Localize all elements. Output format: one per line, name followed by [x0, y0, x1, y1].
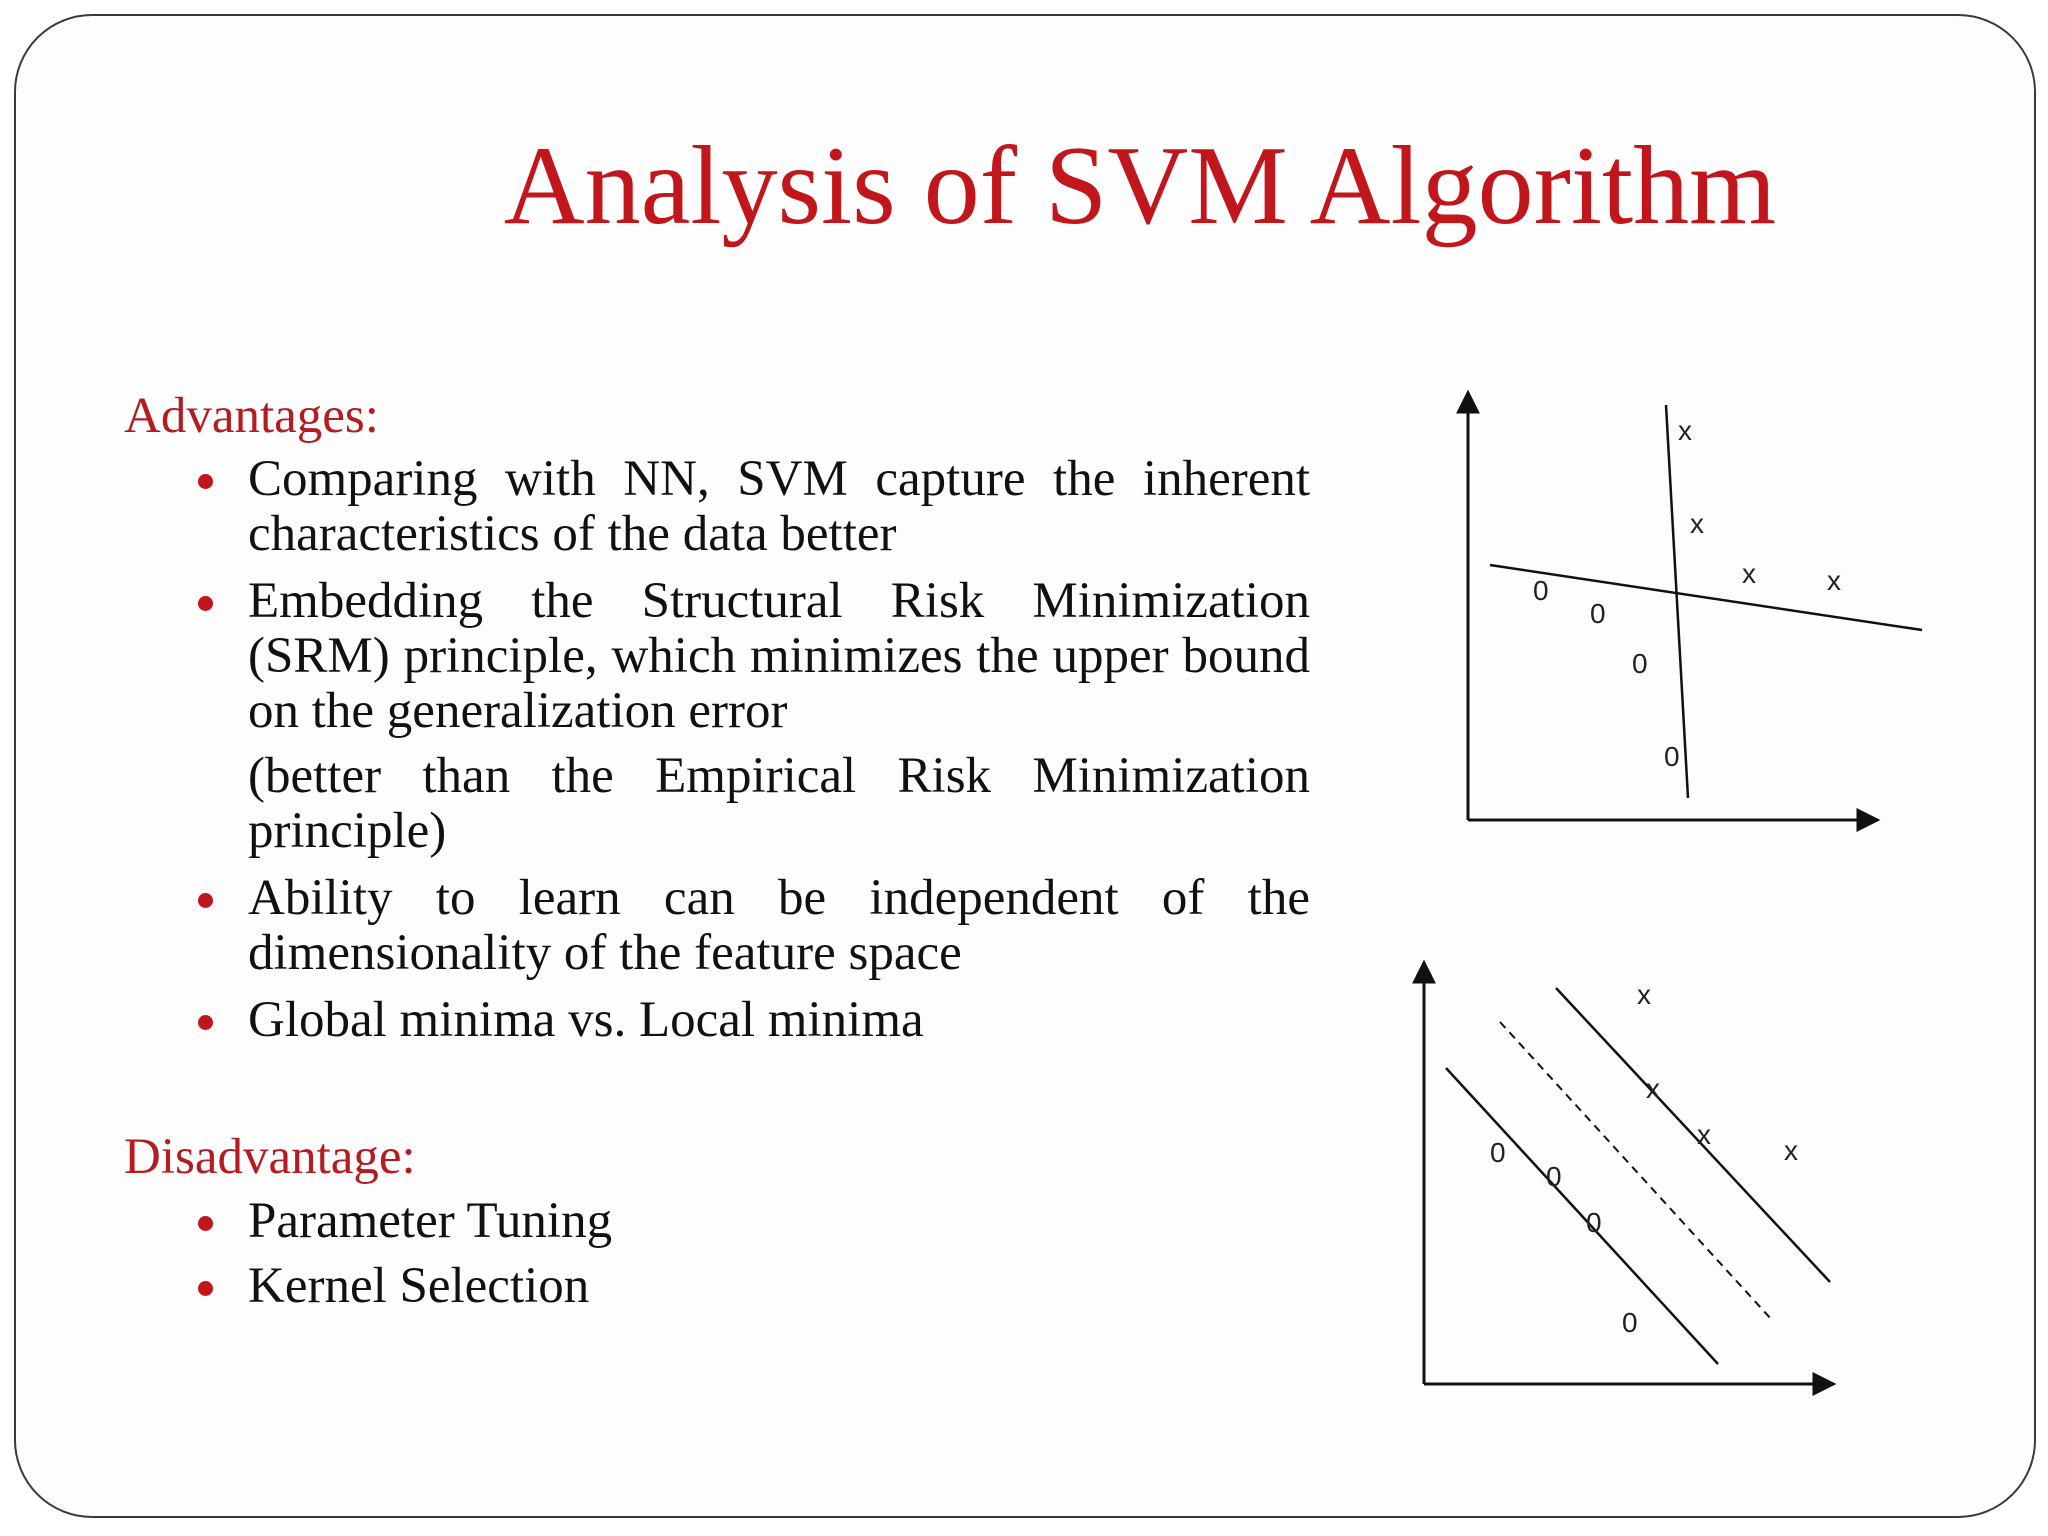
disadvantage-item: Parameter Tuning [198, 1194, 1310, 1249]
o-marker: 0 [1533, 575, 1549, 606]
disadvantage-heading: Disadvantage: [124, 1129, 416, 1185]
slide-title: Analysis of SVM Algorithm [503, 124, 1777, 248]
x-marker: x [1784, 1135, 1798, 1166]
o-marker: 0 [1664, 741, 1680, 772]
lower-margin-line [1446, 1068, 1718, 1364]
advantage-note: (better than the Empirical Risk Minimization principle) [248, 748, 1310, 859]
o-marker: 0 [1490, 1137, 1506, 1168]
x-marker: x [1697, 1119, 1711, 1150]
o-marker: 0 [1546, 1161, 1562, 1192]
advantages-heading: Advantages: [124, 388, 379, 444]
x-marker: x [1678, 415, 1692, 446]
advantage-item: Embedding the Structural Risk Minimization (SRM) principle, which minimizes the upper bound on the generalization error [198, 574, 1310, 739]
x-marker: x [1742, 558, 1756, 589]
advantage-item: Ability to learn can be independent of the dimensionality of the feature space [198, 871, 1310, 981]
top-separator-diagram [1440, 380, 1940, 840]
advantages-list [198, 452, 1310, 1060]
o-marker: 0 [1622, 1307, 1638, 1338]
decision-line [1666, 405, 1688, 798]
advantage-item: Comparing with NN, SVM capture the inherent characteristics of the data better [198, 452, 1310, 562]
disadvantage-list [198, 1194, 1310, 1324]
o-marker: 0 [1590, 598, 1606, 629]
disadvantage-item: Kernel Selection [198, 1259, 1310, 1314]
bottom-margin-diagram [1400, 948, 1860, 1398]
o-marker: 0 [1586, 1207, 1602, 1238]
x-marker: x [1646, 1073, 1660, 1104]
o-marker: 0 [1632, 648, 1648, 679]
x-marker: x [1637, 979, 1651, 1010]
x-marker: x [1690, 508, 1704, 539]
advantage-item: Global minima vs. Local minima [198, 993, 1310, 1048]
x-marker: x [1827, 565, 1841, 596]
decision-line [1490, 565, 1922, 630]
